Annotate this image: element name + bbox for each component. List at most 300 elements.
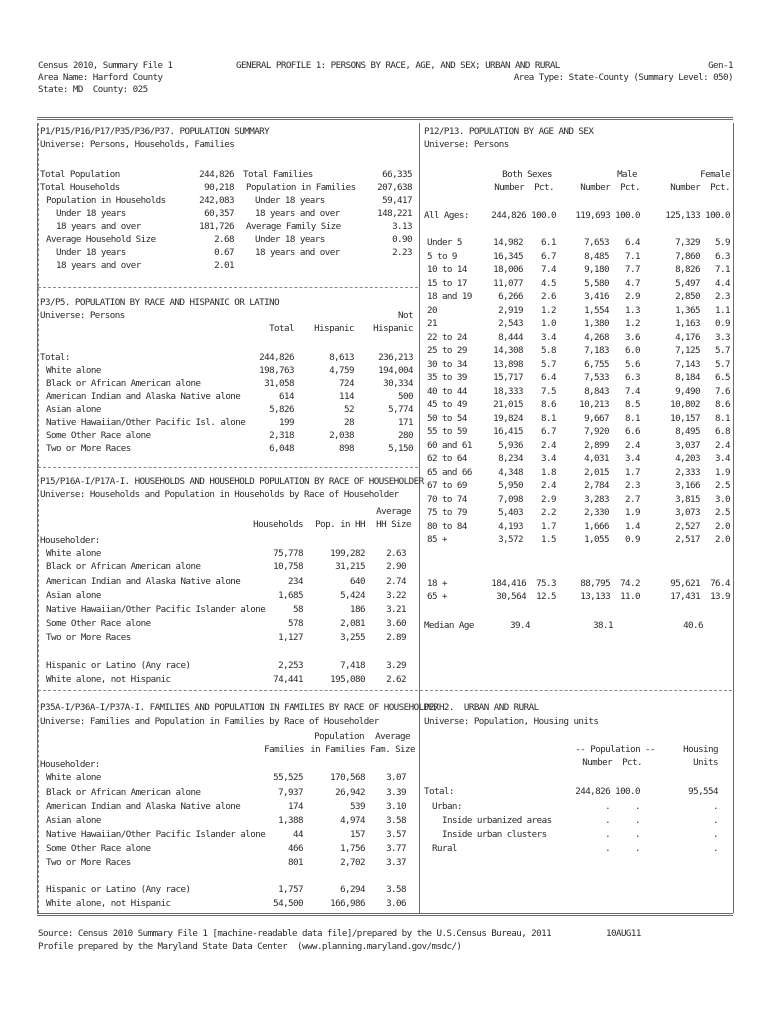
race-universe: Universe: Persons xyxy=(40,310,125,321)
age-female-pct: 2.0 xyxy=(715,534,730,545)
popsum-family-label: Total Families xyxy=(243,169,313,180)
popsum-family-value: 0.90 xyxy=(392,234,412,245)
age-male-number: 2,015 xyxy=(584,466,609,478)
age-female-number: 7,329 xyxy=(675,237,700,248)
age-female-pct: 8.1 xyxy=(715,412,730,424)
race-label: Some Other Race alone xyxy=(46,430,151,441)
race-not-hispanic: 500 xyxy=(398,391,413,402)
race-col-not: Not xyxy=(398,310,413,321)
race-not-hispanic: 30,334 xyxy=(383,378,413,389)
age-sum-female: 95,621 76.4 xyxy=(670,578,730,589)
fam-col-families: Families xyxy=(264,744,304,755)
footer-date: 10AUG11 xyxy=(606,928,641,939)
fam-pop: 170,568 xyxy=(330,772,365,783)
age-both-pct: 1.8 xyxy=(541,466,556,478)
fam-families: 44 xyxy=(293,829,303,840)
age-group-label: 67 to 69 xyxy=(427,480,467,491)
age-both-pct: 8.6 xyxy=(541,399,556,410)
age-male-pct: 3.6 xyxy=(625,331,640,343)
fam-size: 3.57 xyxy=(386,829,406,840)
age-both-number: 14,982 xyxy=(493,237,523,248)
urban-title: P2/H2. URBAN AND RURAL xyxy=(424,702,539,713)
age-both-pct: 2.4 xyxy=(541,480,556,491)
age-both-pct: 6.7 xyxy=(541,426,556,437)
fam-label: Two or More Races xyxy=(46,857,131,868)
race-not-hispanic: 280 xyxy=(398,430,413,441)
age-col-female: Female xyxy=(700,169,730,180)
age-sum-male: 13,133 11.0 xyxy=(580,591,640,602)
hh-pop: 5,424 xyxy=(340,590,365,601)
fam-size: 3.58 xyxy=(386,815,406,826)
race-not-hispanic: 171 xyxy=(398,417,413,428)
urban-housing-units: 95,554 xyxy=(688,786,718,797)
age-both-number: 16,345 xyxy=(493,250,523,262)
age-female-number: 3,166 xyxy=(675,480,700,491)
popsum-family-label: Under 18 years xyxy=(255,195,325,206)
age-group-label: 21 xyxy=(427,318,437,329)
popsum-family-label: 18 years and over xyxy=(255,208,340,219)
urban-label: Inside urbanized areas xyxy=(442,815,552,826)
age-both-pct: 2.6 xyxy=(541,291,556,302)
fam-pop: 157 xyxy=(350,829,365,840)
age-group-label: 62 to 64 xyxy=(427,453,467,464)
age-both-number: 5,403 xyxy=(498,507,523,518)
race-hispanic: 114 xyxy=(339,391,354,402)
age-female-number: 7,143 xyxy=(675,358,700,370)
age-group-label: 75 to 79 xyxy=(427,507,467,518)
age-male-pct: 6.4 xyxy=(625,237,640,248)
popsum-value: 2.01 xyxy=(214,260,234,271)
age-female-pct: 1.9 xyxy=(715,466,730,478)
age-both-number: 4,193 xyxy=(498,520,523,532)
popsum-label: Population in Households xyxy=(46,195,166,206)
race-hispanic: 898 xyxy=(339,443,354,454)
fam-universe: Universe: Families and Population in Families by Race of Householder xyxy=(40,716,379,727)
age-male-pct: 2.3 xyxy=(625,480,640,491)
hh-universe: Universe: Households and Population in Households by Race of Householder xyxy=(40,489,399,500)
hh-size: 3.22 xyxy=(386,590,406,601)
age-both-pct: 5.7 xyxy=(541,358,556,370)
age-both-number: 21,015 xyxy=(493,399,523,410)
age-both-number: 5,936 xyxy=(498,439,523,451)
popsum-family-label: Population in Families xyxy=(246,182,356,193)
age-both-pct: 6.1 xyxy=(541,237,556,248)
header-area-type: Area Type: State-County (Summary Level: 050) xyxy=(513,72,733,83)
fam-families: 54,500 xyxy=(273,898,303,909)
age-female-pct: 1.1 xyxy=(715,304,730,316)
age-male-pct: 5.6 xyxy=(625,358,640,370)
popsum-value: 90,218 xyxy=(204,182,234,193)
hh-pop: 640 xyxy=(350,576,365,587)
fam-label: Black or African American alone xyxy=(46,787,201,798)
age-female-number: 1,365 xyxy=(675,304,700,316)
age-male-number: 6,755 xyxy=(584,358,609,370)
popsum-family-value: 59,417 xyxy=(382,195,412,206)
race-label: Black or African American alone xyxy=(46,378,201,389)
popsum-label: Average Household Size xyxy=(46,234,156,245)
popsum-value: 0.67 xyxy=(214,247,234,258)
age-male-pct: 7.4 xyxy=(625,385,640,397)
age-both-pct: 3.4 xyxy=(541,453,556,464)
age-female-number: 4,176 xyxy=(675,331,700,343)
race-total: 6,048 xyxy=(269,443,294,454)
age-female-pct: 3.4 xyxy=(715,453,730,464)
age-both-pct: 1.5 xyxy=(541,534,556,545)
hh-size: 2.62 xyxy=(386,674,406,685)
age-female-pct: 7.1 xyxy=(715,264,730,275)
hh-col-size: HH Size xyxy=(376,519,411,530)
hh-households: 578 xyxy=(288,618,303,629)
fam-pop: 6,294 xyxy=(340,884,365,895)
fam-size: 3.58 xyxy=(386,884,406,895)
age-male-number: 4,268 xyxy=(584,331,609,343)
age-male-pct: 8.5 xyxy=(625,399,640,410)
age-group-label: 15 to 17 xyxy=(427,277,467,289)
hh-size: 2.90 xyxy=(386,561,406,572)
age-male-pct: 7.1 xyxy=(625,250,640,262)
age-female-pct: 5.7 xyxy=(715,345,730,356)
fam-title: P35A-I/P36A-I/P37A-I. FAMILIES AND POPULATION IN FAMILIES BY RACE OF HOUSEHOLDER xyxy=(40,702,439,713)
urban-housing-units: . xyxy=(713,829,718,840)
hh-households: 10,758 xyxy=(273,561,303,572)
age-female-number: 3,037 xyxy=(675,439,700,451)
footer-source: Source: Census 2010 Summary File 1 [machine-readable data file]/prepared by the U.S.Census Bureau, 2011 xyxy=(38,928,552,939)
age-both-pct: 1.7 xyxy=(541,520,556,532)
age-all-label: All Ages: xyxy=(424,210,469,221)
age-male-pct: 2.4 xyxy=(625,439,640,451)
race-col-total: Total xyxy=(269,323,294,334)
popsum-value: 242,083 xyxy=(199,195,234,206)
age-all-female: 125,133 100.0 xyxy=(665,210,730,221)
age-both-pct: 4.5 xyxy=(541,277,556,289)
popsum-universe: Universe: Persons, Households, Families xyxy=(40,139,235,150)
popsum-label: Total Households xyxy=(40,182,120,193)
age-female-pct: 3.3 xyxy=(715,331,730,343)
age-male-number: 1,554 xyxy=(584,304,609,316)
race-label: Total: xyxy=(40,352,70,363)
age-male-pct: 6.6 xyxy=(625,426,640,437)
hh-size: 3.21 xyxy=(386,604,406,615)
popsum-family-value: 3.13 xyxy=(392,221,412,232)
fam-families: 55,525 xyxy=(273,772,303,783)
age-male-number: 5,580 xyxy=(584,277,609,289)
hh-size: 3.60 xyxy=(386,618,406,629)
hh-households: 2,253 xyxy=(278,660,303,671)
age-male-number: 7,920 xyxy=(584,426,609,437)
age-group-label: 80 to 84 xyxy=(427,520,467,532)
age-both-pct: 2.4 xyxy=(541,439,556,451)
age-both-pct: 6.7 xyxy=(541,250,556,262)
age-median-female: 40.6 xyxy=(683,620,703,631)
age-both-number: 18,333 xyxy=(493,385,523,397)
age-group-label: 5 to 9 xyxy=(427,250,457,262)
popsum-family-value: 2.23 xyxy=(392,247,412,258)
header-area-name: Area Name: Harford County xyxy=(38,72,163,83)
popsum-label: Under 18 years xyxy=(56,208,126,219)
race-hispanic: 4,759 xyxy=(329,365,354,376)
age-female-pct: 6.3 xyxy=(715,250,730,262)
age-male-pct: 4.7 xyxy=(625,277,640,289)
age-median-male: 38.1 xyxy=(593,620,613,631)
race-hispanic: 28 xyxy=(344,417,354,428)
age-female-number: 10,802 xyxy=(670,399,700,410)
hh-households: 58 xyxy=(293,604,303,615)
age-col-number-pct: Number Pct. xyxy=(580,182,640,193)
race-col-hispanic: Hispanic xyxy=(314,323,354,334)
urban-col-population: -- Population -- xyxy=(575,744,655,755)
age-group-label: 45 to 49 xyxy=(427,399,467,410)
age-median-both: 39.4 xyxy=(510,620,530,631)
age-both-number: 2,543 xyxy=(498,318,523,329)
age-group-label: 30 to 34 xyxy=(427,358,467,370)
race-total: 2,318 xyxy=(269,430,294,441)
urban-population: . . xyxy=(605,815,640,826)
age-group-label: 65 and 66 xyxy=(427,466,472,478)
age-male-pct: 2.9 xyxy=(625,291,640,302)
header-table-id: Gen-1 xyxy=(708,60,733,71)
age-group-label: 85 + xyxy=(427,534,447,545)
hh-col-pop: Pop. in HH xyxy=(315,519,365,530)
age-female-pct: 3.0 xyxy=(715,493,730,505)
hh-pop: 186 xyxy=(350,604,365,615)
age-female-number: 3,815 xyxy=(675,493,700,505)
age-female-pct: 6.8 xyxy=(715,426,730,437)
age-male-number: 1,380 xyxy=(584,318,609,329)
age-both-number: 16,415 xyxy=(493,426,523,437)
hh-pop: 31,215 xyxy=(335,561,365,572)
fam-label: Some Other Race alone xyxy=(46,843,151,854)
popsum-value: 2.68 xyxy=(214,234,234,245)
race-not-hispanic: 236,213 xyxy=(378,352,413,363)
age-both-number: 19,824 xyxy=(493,412,523,424)
hh-pop: 199,282 xyxy=(330,548,365,559)
race-not-hispanic: 5,150 xyxy=(388,443,413,454)
age-both-number: 4,348 xyxy=(498,466,523,478)
hh-label: American Indian and Alaska Native alone xyxy=(46,576,241,587)
age-female-number: 2,850 xyxy=(675,291,700,302)
fam-families: 174 xyxy=(288,801,303,812)
hh-size: 2.63 xyxy=(386,548,406,559)
age-male-number: 7,183 xyxy=(584,345,609,356)
urban-col-number-pct: Number Pct. xyxy=(582,757,642,768)
hh-label: Some Other Race alone xyxy=(46,618,151,629)
age-male-number: 1,055 xyxy=(584,534,609,545)
age-male-number: 7,533 xyxy=(584,372,609,383)
hh-label: White alone xyxy=(46,548,101,559)
fam-label: American Indian and Alaska Native alone xyxy=(46,801,241,812)
hh-label: Black or African American alone xyxy=(46,561,201,572)
age-female-number: 8,826 xyxy=(675,264,700,275)
popsum-family-label: 18 years and over xyxy=(255,247,340,258)
age-both-pct: 5.8 xyxy=(541,345,556,356)
age-both-number: 5,950 xyxy=(498,480,523,491)
age-male-number: 2,899 xyxy=(584,439,609,451)
fam-pop: 1,756 xyxy=(340,843,365,854)
age-group-label: 40 to 44 xyxy=(427,385,467,397)
age-male-number: 4,031 xyxy=(584,453,609,464)
popsum-label: 18 years and over xyxy=(56,221,141,232)
age-male-number: 2,330 xyxy=(584,507,609,518)
age-both-pct: 3.4 xyxy=(541,331,556,343)
age-female-number: 3,073 xyxy=(675,507,700,518)
race-total: 5,826 xyxy=(269,404,294,415)
age-all-both: 244,826 100.0 xyxy=(491,210,556,221)
urban-col-units: Units xyxy=(693,757,718,768)
fam-pop: 166,986 xyxy=(330,898,365,909)
header-title: GENERAL PROFILE 1: PERSONS BY RACE, AGE, AND SEX; URBAN AND RURAL xyxy=(236,60,560,71)
hh-label: White alone, not Hispanic xyxy=(46,674,171,685)
urban-population: . . xyxy=(605,843,640,854)
age-group-label: 20 xyxy=(427,304,437,316)
age-female-number: 8,184 xyxy=(675,372,700,383)
age-female-pct: 2.0 xyxy=(715,520,730,532)
hh-pop: 195,080 xyxy=(330,674,365,685)
age-female-pct: 6.5 xyxy=(715,372,730,383)
race-label: White alone xyxy=(46,365,101,376)
race-label: Native Hawaiian/Other Pacific Isl. alone xyxy=(46,417,246,428)
hh-title: P15/P16A-I/P17A-I. HOUSEHOLDS AND HOUSEHOLD POPULATION BY RACE OF HOUSEHOLDER xyxy=(40,476,424,487)
age-both-pct: 8.1 xyxy=(541,412,556,424)
hh-households: 1,127 xyxy=(278,632,303,643)
popsum-value: 244,826 xyxy=(199,169,234,180)
race-hispanic: 52 xyxy=(344,404,354,415)
popsum-family-value: 207,638 xyxy=(377,182,412,193)
hh-size: 3.29 xyxy=(386,660,406,671)
age-female-number: 7,125 xyxy=(675,345,700,356)
age-median-label: Median Age xyxy=(424,620,474,631)
divider-hh xyxy=(38,690,418,691)
urban-housing-units: . xyxy=(713,801,718,812)
race-total: 244,826 xyxy=(259,352,294,363)
age-male-pct: 1.3 xyxy=(625,304,640,316)
age-female-pct: 8.6 xyxy=(715,399,730,410)
age-female-pct: 5.7 xyxy=(715,358,730,370)
race-total: 614 xyxy=(279,391,294,402)
age-both-pct: 1.0 xyxy=(541,318,556,329)
fam-size: 3.77 xyxy=(386,843,406,854)
age-group-label: 35 to 39 xyxy=(427,372,467,383)
race-not-hispanic: 5,774 xyxy=(388,404,413,415)
age-group-label: 22 to 24 xyxy=(427,331,467,343)
race-total: 198,763 xyxy=(259,365,294,376)
popsum-family-label: Average Family Size xyxy=(246,221,341,232)
age-female-number: 5,497 xyxy=(675,277,700,289)
popsum-label: Total Population xyxy=(40,169,120,180)
age-male-number: 8,485 xyxy=(584,250,609,262)
age-col-male: Male xyxy=(617,169,637,180)
age-male-pct: 1.4 xyxy=(625,520,640,532)
hh-pop: 2,081 xyxy=(340,618,365,629)
urban-label: Inside urban clusters xyxy=(442,829,547,840)
hh-col-average: Average xyxy=(376,506,411,517)
age-both-number: 2,919 xyxy=(498,304,523,316)
age-universe: Universe: Persons xyxy=(424,139,509,150)
age-both-number: 13,898 xyxy=(493,358,523,370)
age-sum-label: 65 + xyxy=(427,591,447,602)
popsum-value: 181,726 xyxy=(199,221,234,232)
fam-families: 801 xyxy=(288,857,303,868)
age-both-pct: 7.4 xyxy=(541,264,556,275)
urban-housing-units: . xyxy=(713,815,718,826)
fam-col-size: Fam. Size xyxy=(370,744,415,755)
age-male-number: 2,784 xyxy=(584,480,609,491)
hh-size: 2.74 xyxy=(386,576,406,587)
age-both-number: 14,308 xyxy=(493,345,523,356)
age-both-number: 7,098 xyxy=(498,493,523,505)
age-both-number: 6,266 xyxy=(498,291,523,302)
race-hispanic: 8,613 xyxy=(329,352,354,363)
hh-households: 74,441 xyxy=(273,674,303,685)
race-hispanic: 724 xyxy=(339,378,354,389)
age-male-number: 9,667 xyxy=(584,412,609,424)
fam-size: 3.07 xyxy=(386,772,406,783)
age-group-label: 55 to 59 xyxy=(427,426,467,437)
age-both-number: 18,006 xyxy=(493,264,523,275)
age-both-number: 3,572 xyxy=(498,534,523,545)
fam-pop: 2,702 xyxy=(340,857,365,868)
urban-label: Rural xyxy=(432,843,457,854)
fam-col-average: Average xyxy=(375,731,410,742)
urban-population: 244,826 100.0 xyxy=(575,786,640,797)
age-female-number: 2,333 xyxy=(675,466,700,478)
age-female-number: 4,203 xyxy=(675,453,700,464)
fam-size: 3.06 xyxy=(386,898,406,909)
age-sum-both: 30,564 12.5 xyxy=(496,591,556,602)
age-both-number: 11,077 xyxy=(493,277,523,289)
fam-size: 3.37 xyxy=(386,857,406,868)
urban-population: . . xyxy=(605,829,640,840)
age-both-number: 15,717 xyxy=(493,372,523,383)
hh-label: Householder: xyxy=(40,535,100,546)
hh-label: Two or More Races xyxy=(46,632,131,643)
age-male-number: 10,213 xyxy=(579,399,609,410)
age-male-pct: 6.0 xyxy=(625,345,640,356)
age-both-pct: 1.2 xyxy=(541,304,556,316)
age-male-number: 7,653 xyxy=(584,237,609,248)
popsum-family-value: 66,335 xyxy=(382,169,412,180)
header-census-source: Census 2010, Summary File 1 xyxy=(38,60,173,71)
age-female-pct: 2.5 xyxy=(715,507,730,518)
divider-age xyxy=(420,690,732,691)
age-female-pct: 2.4 xyxy=(715,439,730,451)
fam-label: White alone xyxy=(46,772,101,783)
right-border xyxy=(733,123,734,913)
divider-race xyxy=(38,467,418,468)
age-male-number: 1,666 xyxy=(584,520,609,532)
age-group-label: 50 to 54 xyxy=(427,412,467,424)
age-female-pct: 2.3 xyxy=(715,291,730,302)
fam-col-in-families: in Families xyxy=(310,744,365,755)
hh-households: 1,685 xyxy=(278,590,303,601)
age-both-pct: 2.9 xyxy=(541,493,556,505)
urban-label: Urban: xyxy=(432,801,462,812)
age-female-pct: 4.4 xyxy=(715,277,730,289)
race-not-hispanic: 194,004 xyxy=(378,365,413,376)
race-total: 199 xyxy=(279,417,294,428)
fam-label: Householder: xyxy=(40,759,100,770)
age-col-both: Both Sexes xyxy=(502,169,552,180)
race-hispanic: 2,038 xyxy=(329,430,354,441)
urban-col-housing: Housing xyxy=(683,744,718,755)
age-female-number: 2,517 xyxy=(675,534,700,545)
popsum-label: Under 18 years xyxy=(56,247,126,258)
age-male-number: 3,283 xyxy=(584,493,609,505)
urban-population: . . xyxy=(605,801,640,812)
popsum-title: P1/P15/P16/P17/P35/P36/P37. POPULATION SUMMARY xyxy=(40,126,270,137)
fam-families: 466 xyxy=(288,843,303,854)
fam-pop: 26,942 xyxy=(335,787,365,798)
age-female-number: 10,157 xyxy=(670,412,700,424)
